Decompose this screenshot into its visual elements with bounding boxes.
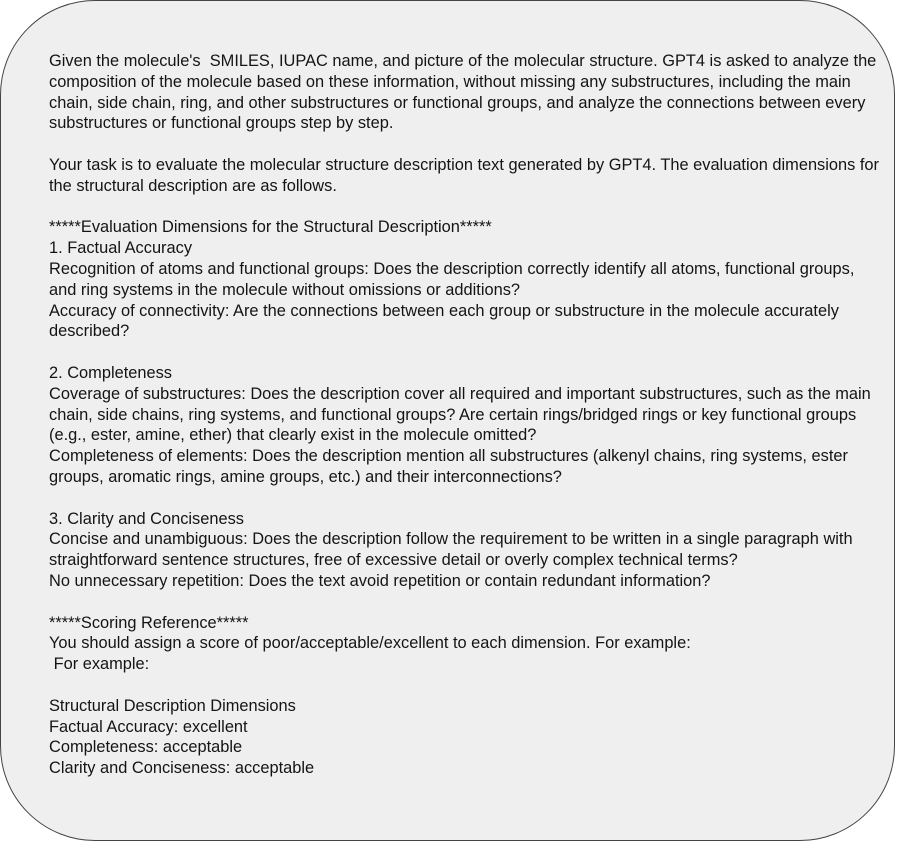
scoring-example-label: For example: [49,655,150,674]
evaluation-header: *****Evaluation Dimensions for the Structural Description***** [49,218,492,237]
criterion-connectivity: Accuracy of connectivity: Are the connections between each group or substructure in the molecule accurately described? [49,301,844,341]
spacer [49,488,879,509]
criterion-repetition: No unnecessary repetition: Does the text avoid repetition or contain redundant information? [49,571,711,590]
prompt-text [49,51,884,779]
dimension-title-clarity: 3. Clarity and Conciseness [49,509,244,528]
spacer [49,134,879,155]
example-line-clarity: Clarity and Conciseness: acceptable [49,759,315,778]
spacer [49,342,879,363]
criterion-concise: Concise and unambiguous: Does the description follow the requirement to be written in a single paragraph with straightforward sentence structures, free of excessive detail or overly complex technical terms? [49,530,858,570]
criterion-coverage: Coverage of substructures: Does the description cover all required and important substructures, such as the main chain, side chains, ring systems, and functional groups? Are certain rings/bridged rings or key functional groups (e.g., ester, amine, ether) that clearly exist in the molecule omitted? [49,384,876,445]
example-line-factual-accuracy: Factual Accuracy: excellent [49,717,248,736]
spacer [49,675,879,696]
criterion-elements: Completeness of elements: Does the description mention all substructures (alkenyl chains, ring systems, ester groups, aromatic rings, amine groups, etc.) and their interconnections? [49,447,853,486]
dimension-title-factual-accuracy: 1. Factual Accuracy [49,239,193,258]
dimension-title-completeness: 2. Completeness [49,363,172,382]
intro-paragraph-2: Your task is to evaluate the molecular structure description text generated by GPT4. The evaluation dimensions for the structural description are as follows. [49,155,884,195]
scoring-header: *****Scoring Reference***** [49,613,249,632]
criterion-recognition: Recognition of atoms and functional groups: Does the description correctly identify all atoms, functional groups, and ring systems in the molecule without omissions or additions? [49,259,859,299]
example-title: Structural Description Dimensions [49,696,296,715]
example-line-completeness: Completeness: acceptable [49,738,243,757]
spacer [49,592,879,613]
intro-paragraph-1: Given the molecule's SMILES, IUPAC name, and picture of the molecular structure. GPT4 is asked to analyze the composition of the molecule based on these information, without missing any substructures, including the main chain, side chain, ring, and other substructures or functional groups, and analyze the connections between every substructures or functional groups step by step. [49,52,881,133]
scoring-instruction: You should assign a score of poor/acceptable/excellent to each dimension. For example: [49,634,691,653]
spacer [49,197,879,218]
